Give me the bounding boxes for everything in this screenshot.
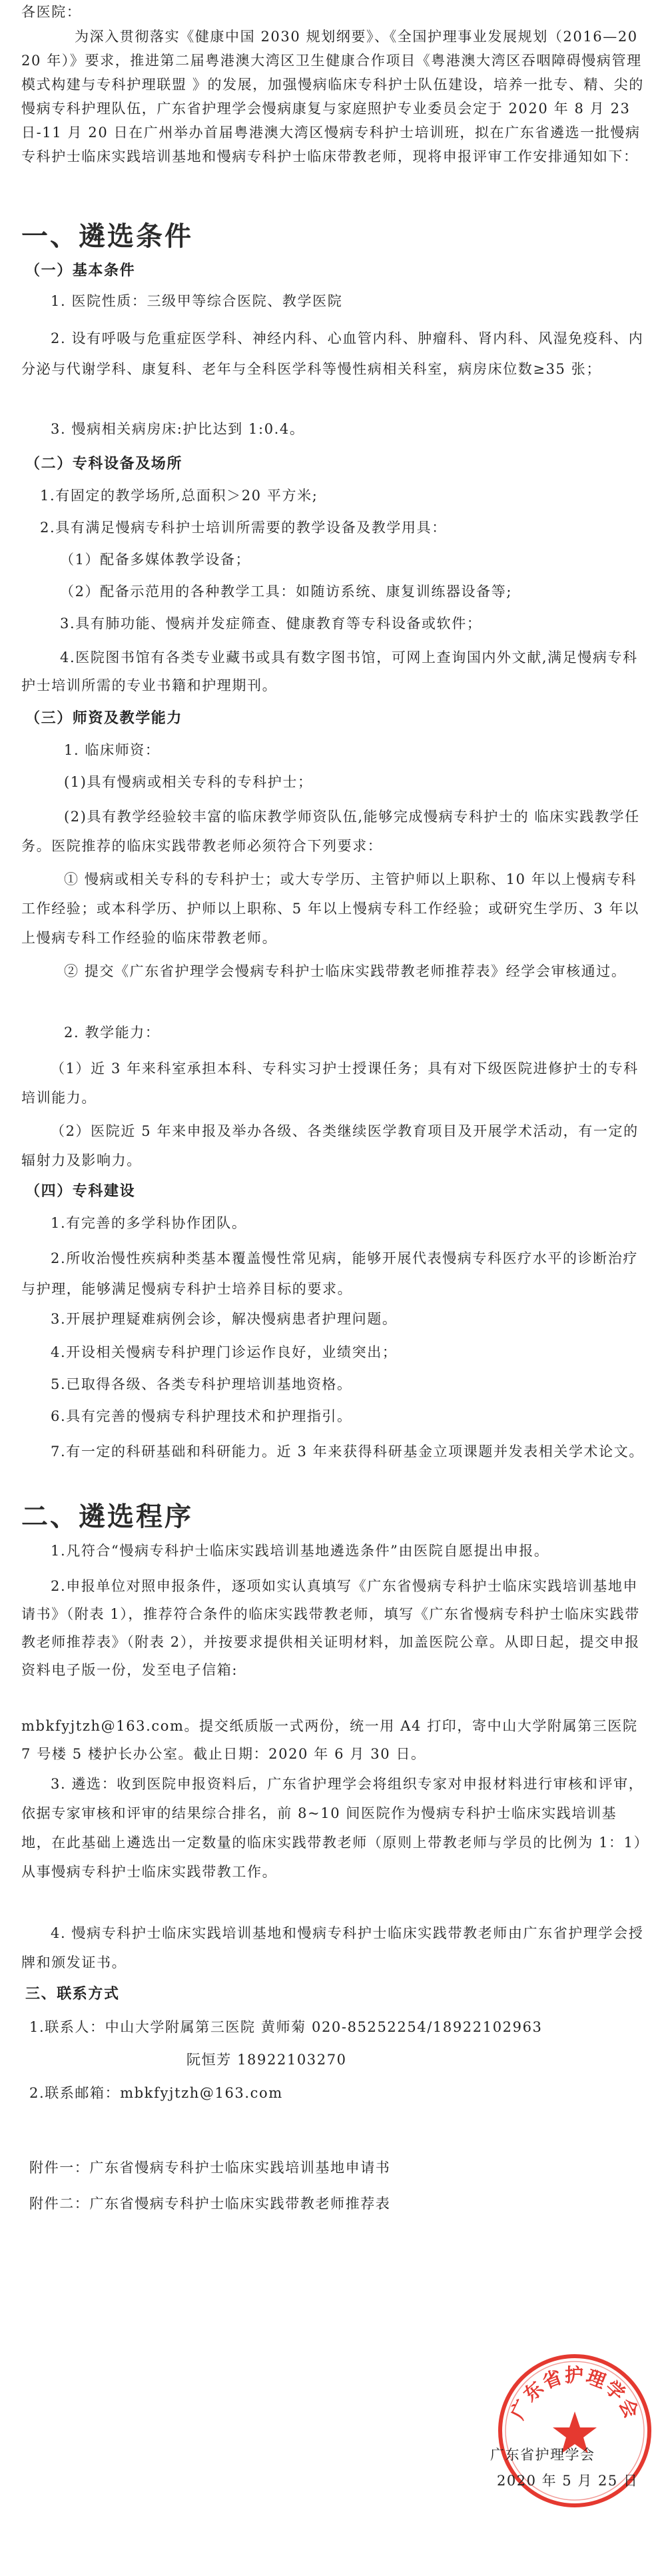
- section-1-title: 一、遴选条件: [21, 221, 193, 252]
- signature-organization: 广东省护理学会: [490, 2447, 595, 2463]
- attachment-1: 附件一：广东省慢病专科护士临床实践培训基地申请书: [29, 2160, 391, 2176]
- paragraph: 3. 遴选：收到医院申报资料后，广东省护理学会将组织专家对申报材料进行审核和评审，依据专家审核和评审的结果综合排名，前 8~10 间医院作为慢病专科护士临床实践培训基地，在此基础上遴选出一定数量的临床实践带教老师（原则上带教老师与学员的比例为 1：1）从事慢病专科护士临床实践带教工作。: [21, 1776, 644, 1880]
- paragraph: 2. 教学能力：: [64, 1025, 161, 1041]
- subsection-1-2-title: （二）专科设备及场所: [25, 456, 183, 472]
- contact-person: 1.联系人：中山大学附属第三医院 黄师菊 020-85252254/18922102963: [29, 2019, 543, 2035]
- svg-text:广东省护理学会: 广东省护理学会: [506, 2364, 643, 2423]
- subsection-1-4-title: （四）专科建设: [25, 1183, 136, 1200]
- paragraph: 4. 慢病专科护士临床实践培训基地和慢病专科护士临床实践带教老师由广东省护理学会授牌和颁发证书。: [21, 1925, 644, 1970]
- paragraph: (2)具有教学经验较丰富的临床教学师资队伍,能够完成慢病专科护士的 临床实践教学任务。医院推荐的临床实践带教老师必须符合下列要求：: [21, 809, 640, 854]
- paragraph: 5.已取得各级、各类专科护理培训基地资格。: [51, 1376, 352, 1392]
- signature-date: 2020 年 5 月 25 日: [497, 2473, 639, 2489]
- paragraph: （2）配备示范用的各种教学工具：如随访系统、康复训练器设备等;: [60, 584, 513, 600]
- subsection-1-3-title: （三）师资及教学能力: [25, 710, 183, 727]
- paragraph: 4.开设相关慢病专科护理门诊运作良好，业绩突出；: [51, 1344, 398, 1360]
- paragraph: 1.有完善的多学科协作团队。: [51, 1215, 247, 1231]
- paragraph: 1. 临床师资：: [64, 742, 161, 758]
- paragraph: 3.具有肺功能、慢病并发症筛查、健康教育等专科设备或软件；: [60, 616, 482, 632]
- paragraph: 4.医院图书馆有各类专业藏书或具有数字图书馆，可网上查询国内外文献,满足慢病专科护士培训所需的专业书籍和护理期刊。: [21, 649, 638, 693]
- paragraph: 1.凡符合“慢病专科护士临床实践培训基地遴选条件”由医院自愿提出申报。: [51, 1543, 549, 1559]
- paragraph: （1）配备多媒体教学设备；: [60, 552, 251, 568]
- attachment-2: 附件二：广东省慢病专科护士临床实践带教老师推荐表: [29, 2196, 391, 2212]
- section-3-title: 三、联系方式: [25, 1986, 120, 2002]
- paragraph: （1）近 3 年来科室承担本科、专科实习护士授课任务；具有对下级医院进修护士的专科培训能力。: [21, 1061, 639, 1106]
- paragraph: 2.所收治慢性疾病种类基本覆盖慢性常见病，能够开展代表慢病专科医疗水平的诊断治疗与护理，能够满足慢病专科护士培养目标的要求。: [21, 1250, 639, 1297]
- paragraph: 2.申报单位对照申报条件，逐项如实认真填写《广东省慢病专科护士临床实践培训基地申请书》（附表 1），推荐符合条件的临床实践带教老师，填写《广东省慢病专科护士临床实践带教老师推荐表》（附表 2），并按要求提供相关证明材料，加盖医院公章。从即日起，提交申报资料电子版一份，发至电子信箱:: [21, 1578, 640, 1678]
- subsection-1-1-title: （一）基本条件: [25, 262, 136, 279]
- paragraph: mbkfyjtzh@163.com。提交纸质版一式两份，统一用 A4 打印，寄中山大学附属第三医院 7 号楼 5 楼护长办公室。截止日期：2020 年 6 月 30 日。: [21, 1718, 638, 1762]
- intro-paragraph: 为深入贯彻落实《健康中国 2030 规划纲要》、《全国护理事业发展规划（2016—2020 年）》要求，推进第二届粤港澳大湾区卫生健康合作项目《粤港澳大湾区吞咽障碍慢病管理模式构建与专科护理联盟 》的发展，加强慢病临床专科护士队伍建设，培养一批专、精、尖的慢病专科护理队伍，广东省护理学会慢病康复与家庭照护专业委员会定于 2020 年 8 月 23 日-11 月 20 日在广州举办首届粤港澳大湾区慢病专科护士培训班，拟在广东省遴选一批慢病专科护士临床实践培训基地和慢病专科护士临床带教老师，现将申报评审工作安排通知如下：: [21, 29, 644, 165]
- paragraph: (1)具有慢病或相关专科的专科护士；: [64, 774, 313, 790]
- paragraph: 2.具有满足慢病专科护士培训所需要的教学设备及教学用具：: [40, 520, 447, 536]
- paragraph: ② 提交《广东省护理学会慢病专科护士临床实践带教老师推荐表》经学会审核通过。: [64, 963, 627, 979]
- salutation: 各医院：: [21, 4, 82, 20]
- paragraph: 6.具有完善的慢病专科护理技术和护理指引。: [51, 1408, 352, 1424]
- contact-email: 2.联系邮箱：mbkfyjtzh@163.com: [29, 2085, 283, 2101]
- contact-person-2: 阮恒芳 18922103270: [186, 2052, 347, 2068]
- paragraph: 3. 慢病相关病房床:护比达到 1:0.4。: [51, 421, 305, 437]
- section-2-title: 二、遴选程序: [21, 1502, 193, 1532]
- paragraph: 7.有一定的科研基础和科研能力。近 3 年来获得科研基金立项课题并发表相关学术论文。: [51, 1444, 644, 1460]
- paragraph: 1. 医院性质：三级甲等综合医院、教学医院: [51, 293, 343, 309]
- paragraph: （2）医院近 5 年来申报及举办各级、各类继续医学教育项目及开展学术活动，有一定的辐射力及影响力。: [21, 1123, 639, 1168]
- paragraph: 3.开展护理疑难病例会诊，解决慢病患者护理问题。: [51, 1311, 398, 1327]
- paragraph: ① 慢病或相关专科的专科护士；或大专学历、主管护师以上职称、10 年以上慢病专科工作经验；或本科学历、护师以上职称、5 年以上慢病专科工作经验；或研究生学历、3 年以上慢病专科工作经验的临床带教老师。: [21, 871, 639, 946]
- paragraph: 1.有固定的教学场所,总面积＞20 平方米;: [40, 488, 318, 504]
- paragraph: 2. 设有呼吸与危重症医学科、神经内科、心血管内科、肿瘤科、肾内科、风湿免疫科、内分泌与代谢学科、康复科、老年与全科医学科等慢性病相关科室，病房床位数≥35 张；: [21, 330, 644, 377]
